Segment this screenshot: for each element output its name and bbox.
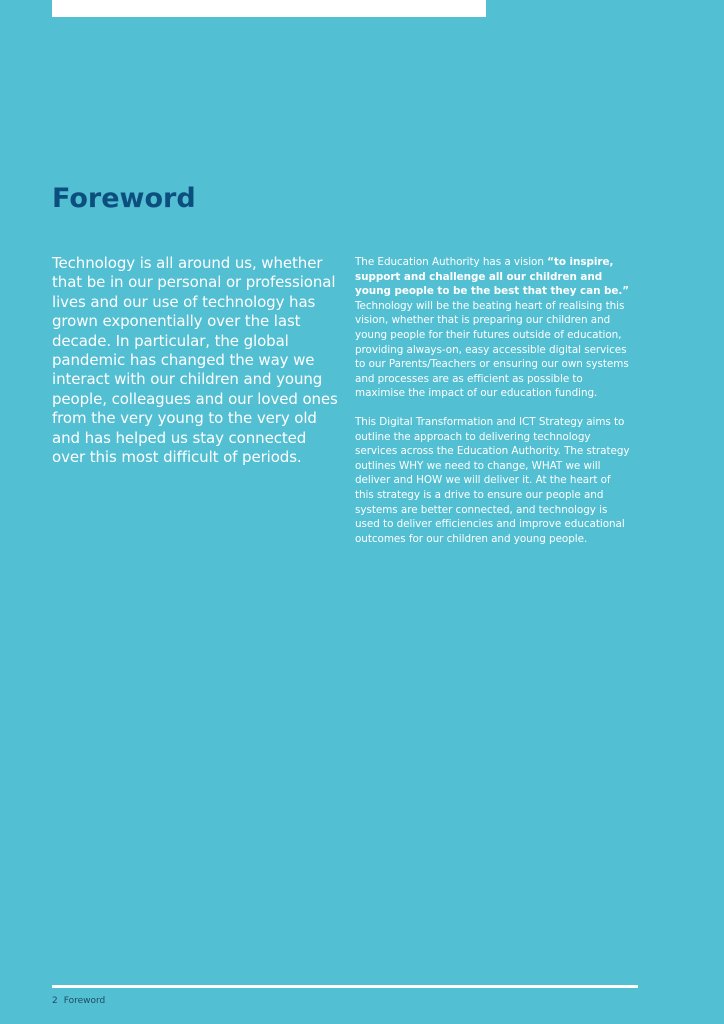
- body-column: [355, 255, 631, 546]
- vision-paragraph: [355, 255, 631, 401]
- vision-statement: “to inspire, support and challenge all our children and young people to be the best that they can be.”: [355, 256, 630, 298]
- footer-section-label: Foreword: [63, 996, 106, 1006]
- vision-rest-text: Technology will be the beating heart of realising this vision, whether that is preparing our children and young people for their futures outside of education, providing always-on, easy accessible digital services to our Parents/Teachers or ensuring our own systems and processes are as efficient as possible to maximise the impact of our education funding.: [355, 299, 629, 400]
- footer-divider: [52, 985, 638, 988]
- page-title: Foreword: [52, 183, 196, 214]
- strategy-paragraph: This Digital Transformation and ICT Strategy aims to outline the approach to delivering technology services across the Education Authority. The strategy outlines WHY we need to change, WHAT we will deliver and HOW we will deliver it. At the heart of this strategy is a drive to ensure our people and systems are better connected, and technology is used to deliver efficiencies and improve educational outcomes for our children and young people.: [355, 415, 630, 545]
- page-footer: [52, 995, 105, 1007]
- top-decorative-bar: [52, 0, 486, 17]
- vision-intro-text: The Education Authority has a vision: [355, 256, 548, 268]
- intro-paragraph: Technology is all around us, whether that be in our personal or professional lives and our use of technology has grown exponentially over the last decade. In particular, the global pandemic has changed the way we interact with our children and young people, colleagues and our loved ones from the very young to the very old and has helped us stay connected over this most difficult of periods.: [52, 254, 338, 467]
- page-number: 2: [52, 996, 58, 1006]
